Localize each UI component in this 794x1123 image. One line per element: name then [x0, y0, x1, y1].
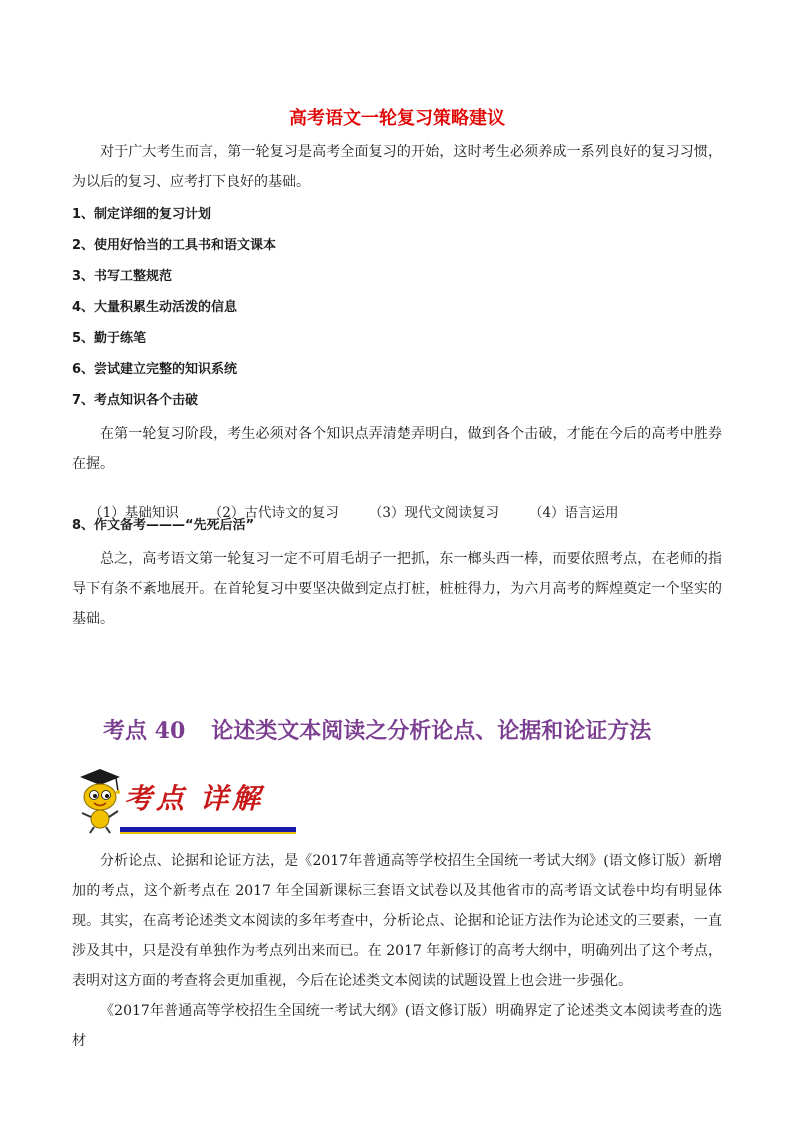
banner-word-2: 详解 [200, 782, 265, 815]
section-heading [103, 714, 651, 745]
banner-text [124, 777, 264, 817]
list-item-3: 3、书写工整规范 [72, 269, 173, 284]
mascot-icon [72, 765, 128, 835]
section-number: 考点 40 [103, 718, 186, 744]
section-title: 论述类文本阅读之分析论点、论据和论证方法 [211, 718, 652, 744]
list-item-4: 4、大量积累生动活泼的信息 [72, 300, 238, 315]
kaodian-xiangjie-banner [72, 765, 296, 835]
list-item-1: 1、制定详细的复习计划 [72, 207, 212, 222]
body-paragraph-1: 分析论点、论据和论证方法，是《2017年普通高等学校招生全国统一考试大纲》(语文修订版）新增加的考点，这个新考点在 2017 年全国新课标三套语文试卷以及其他省市的高考语文试卷中均有明显体现。其实，在高考论述类文本阅读的多年考查中，分析论点、论据和论证方法作为论述文的三要素，一直涉及其中，只是没有单独作为考点列出来而已。在 2017 年新修订的高考大纲中，明确列出了这个考点，表明对这方面的考查将会更加重视，今后在论述类文本阅读的试题设置上也会进一步强化。 [72, 853, 722, 989]
list-item-7: 7、考点知识各个击破 [72, 393, 199, 408]
page-title: 高考语文一轮复习策略建议 [289, 108, 505, 129]
conclusion-paragraph: 总之，高考语文第一轮复习一定不可眉毛胡子一把抓，东一榔头西一棒，而要依照考点，在老师的指导下有条不紊地展开。在首轮复习中要坚决做到定点打桩，桩桩得力，为六月高考的辉煌奠定一个坚实的基础。 [72, 551, 722, 627]
banner-word-1: 考点 [124, 782, 189, 815]
banner-underline-accent [120, 832, 296, 834]
list-item-2: 2、使用好恰当的工具书和语文课本 [72, 238, 277, 253]
item7-description: 在第一轮复习阶段，考生必须对各个知识点弄清楚弄明白，做到各个击破，才能在今后的高考中胜券在握。 [72, 426, 722, 472]
subitem-1: （1）基础知识 [89, 505, 179, 521]
subitem-4: （4）语言运用 [528, 505, 619, 521]
intro-paragraph: 对于广大考生而言，第一轮复习是高考全面复习的开始，这时考生必须养成一系列良好的复习习惯，为以后的复习、应考打下良好的基础。 [72, 144, 722, 190]
list-item-8: 8、作文备考———“先死后活” [72, 518, 255, 533]
subitem-2: （2）古代诗文的复习 [208, 505, 339, 521]
list-item-5: 5、勤于练笔 [72, 331, 147, 346]
body-paragraph-2: 《2017年普通高等学校招生全国统一考试大纲》(语文修订版）明确界定了论述类文本阅读考查的选材 [72, 1003, 722, 1049]
list-item-6: 6、尝试建立完整的知识系统 [72, 362, 238, 377]
subitem-3: （3）现代文阅读复习 [368, 505, 499, 521]
